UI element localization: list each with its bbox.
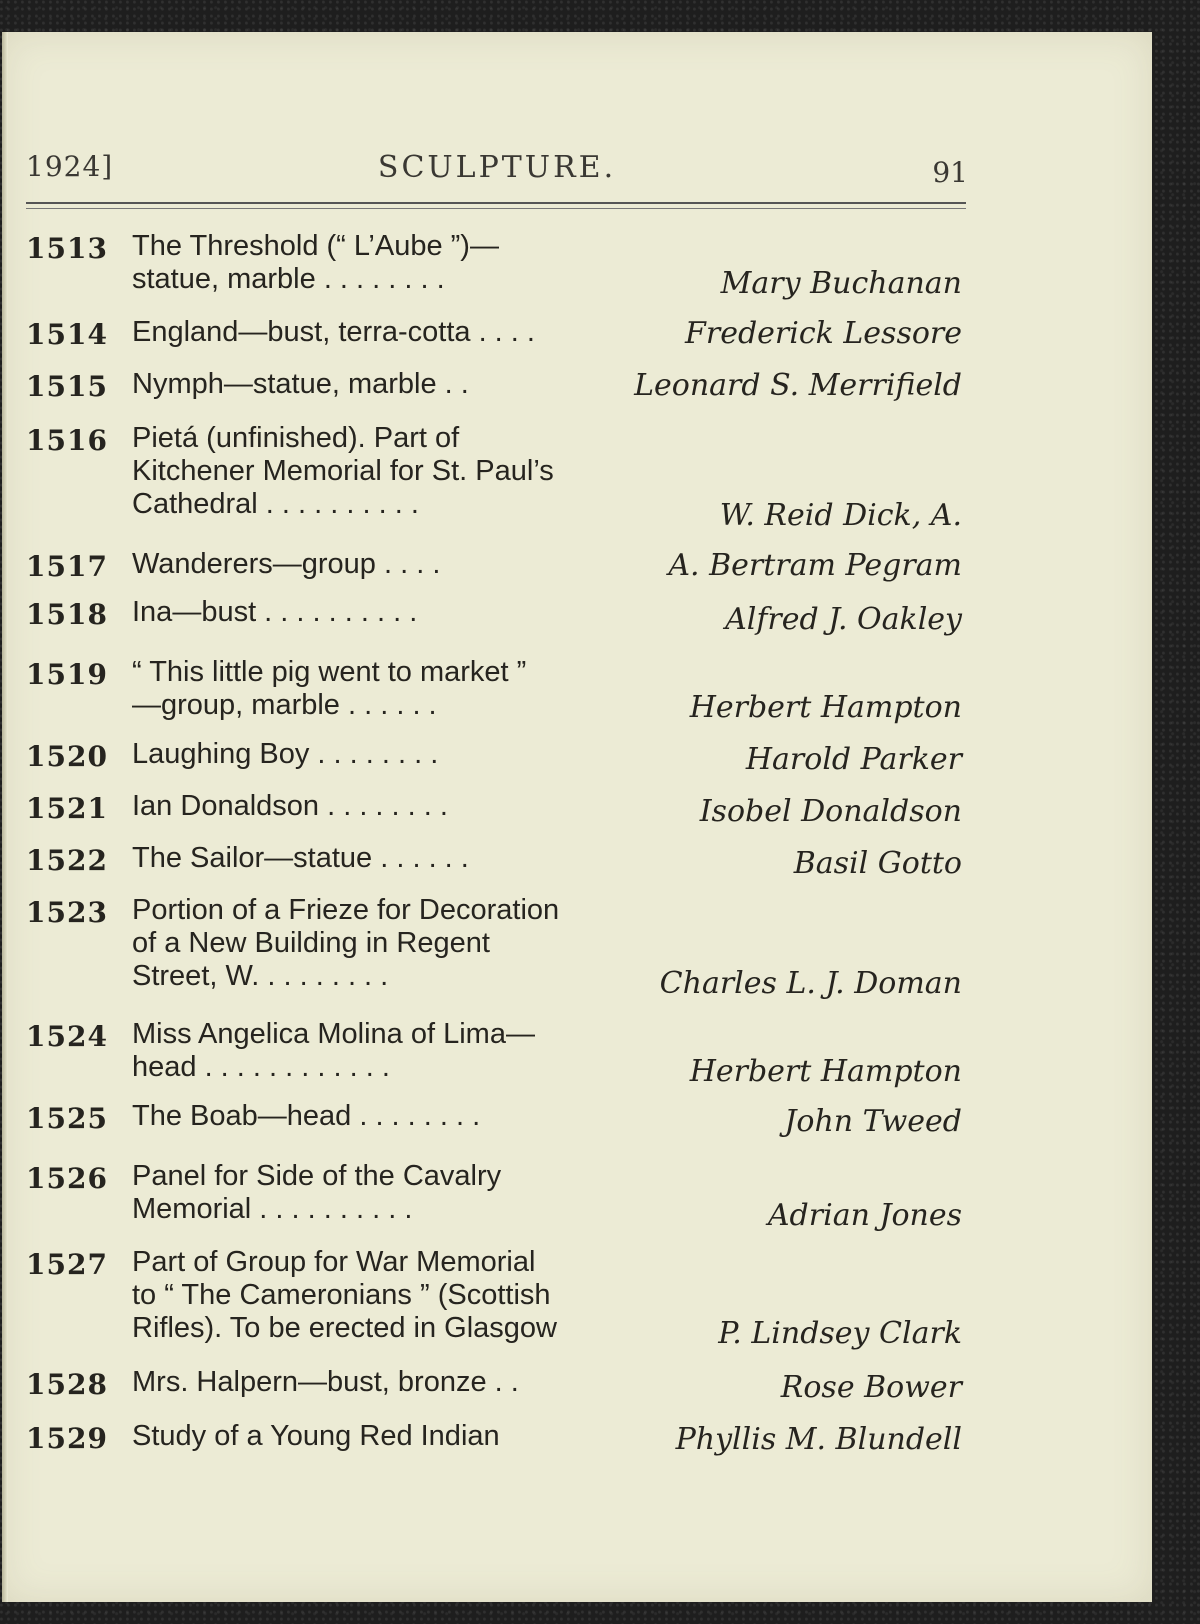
entry-artist: Alfred J. Oakley [725,602,962,637]
entry-title: The Threshold (“ L’Aube ”)— statue, marble . . . . . . . . [132,230,499,295]
entry-title: Mrs. Halpern—bust, bronze . . [132,1366,519,1398]
entry-artist: Isobel Donaldson [699,794,962,829]
entry-title: Part of Group for War Memorial to “ The Cameronians ” (Scottish Rifles). To be erected in Glasgow [132,1246,558,1344]
entry-title: Portion of a Frieze for Decoration of a New Building in Regent Street, W. . . . . . . . . [132,894,560,992]
entry-number: 1529 [26,1422,108,1455]
entry-title: Miss Angelica Molina of Lima— head . . . . . . . . . . . . [132,1018,535,1083]
entry-artist: A. Bertram Pegram [668,548,962,583]
running-head-title: SCULPTURE. [377,150,617,185]
entry-title: The Boab—head . . . . . . . . [132,1100,481,1132]
entry-artist: Herbert Hampton [689,1054,962,1089]
entry-artist: P. Lindsey Clark [718,1316,962,1351]
entry-number: 1523 [26,896,108,929]
book-page [2,32,1152,1602]
entry-number: 1525 [26,1102,108,1135]
entry-number: 1520 [26,740,108,773]
entry-title: Ian Donaldson . . . . . . . . [132,790,448,822]
entry-number: 1526 [26,1162,108,1195]
catalogue-list [2,32,1152,1602]
entry-artist: Herbert Hampton [689,690,962,725]
page-number: 91 [932,156,968,189]
entry-number: 1524 [26,1020,108,1053]
entry-number: 1513 [26,232,108,265]
entry-title: Wanderers—group . . . . [132,548,441,580]
entry-artist: Adrian Jones [767,1198,962,1233]
entry-title: England—bust, terra-cotta . . . . [132,316,535,348]
entry-artist: Basil Gotto [793,846,962,881]
entry-title: Pietá (unfinished). Part of Kitchener Memorial for St. Paul’s Cathedral . . . . . . . . . . [132,422,554,520]
entry-title: Laughing Boy . . . . . . . . [132,738,439,770]
entry-artist: Charles L. J. Doman [659,966,962,1001]
entry-number: 1522 [26,844,108,877]
entry-artist: Rose Bower [780,1370,962,1405]
entry-title: The Sailor—statue . . . . . . [132,842,469,874]
entry-artist: Mary Buchanan [720,266,962,301]
entry-number: 1514 [26,318,108,351]
entry-number: 1515 [26,370,108,403]
entry-artist: W. Reid Dick, A. [719,498,962,533]
entry-artist: Phyllis M. Blundell [675,1422,962,1457]
entry-artist: Harold Parker [745,742,962,777]
entry-number: 1528 [26,1368,108,1401]
entry-number: 1518 [26,598,108,631]
entry-title: Nymph—statue, marble . . [132,368,469,400]
entry-number: 1516 [26,424,108,457]
entry-artist: John Tweed [784,1104,962,1139]
entry-title: Panel for Side of the Cavalry Memorial . . . . . . . . . . [132,1160,502,1225]
entry-artist: Leonard S. Merrifield [634,368,962,403]
entry-title: Ina—bust . . . . . . . . . . [132,596,418,628]
entry-number: 1521 [26,792,108,825]
entry-artist: Frederick Lessore [685,316,962,351]
entry-title: “ This little pig went to market ” —group, marble . . . . . . [132,656,527,721]
entry-number: 1517 [26,550,108,583]
entry-title: Study of a Young Red Indian [132,1420,500,1452]
entry-number: 1519 [26,658,108,691]
entry-number: 1527 [26,1248,108,1281]
running-head-year: 1924] [26,150,114,183]
